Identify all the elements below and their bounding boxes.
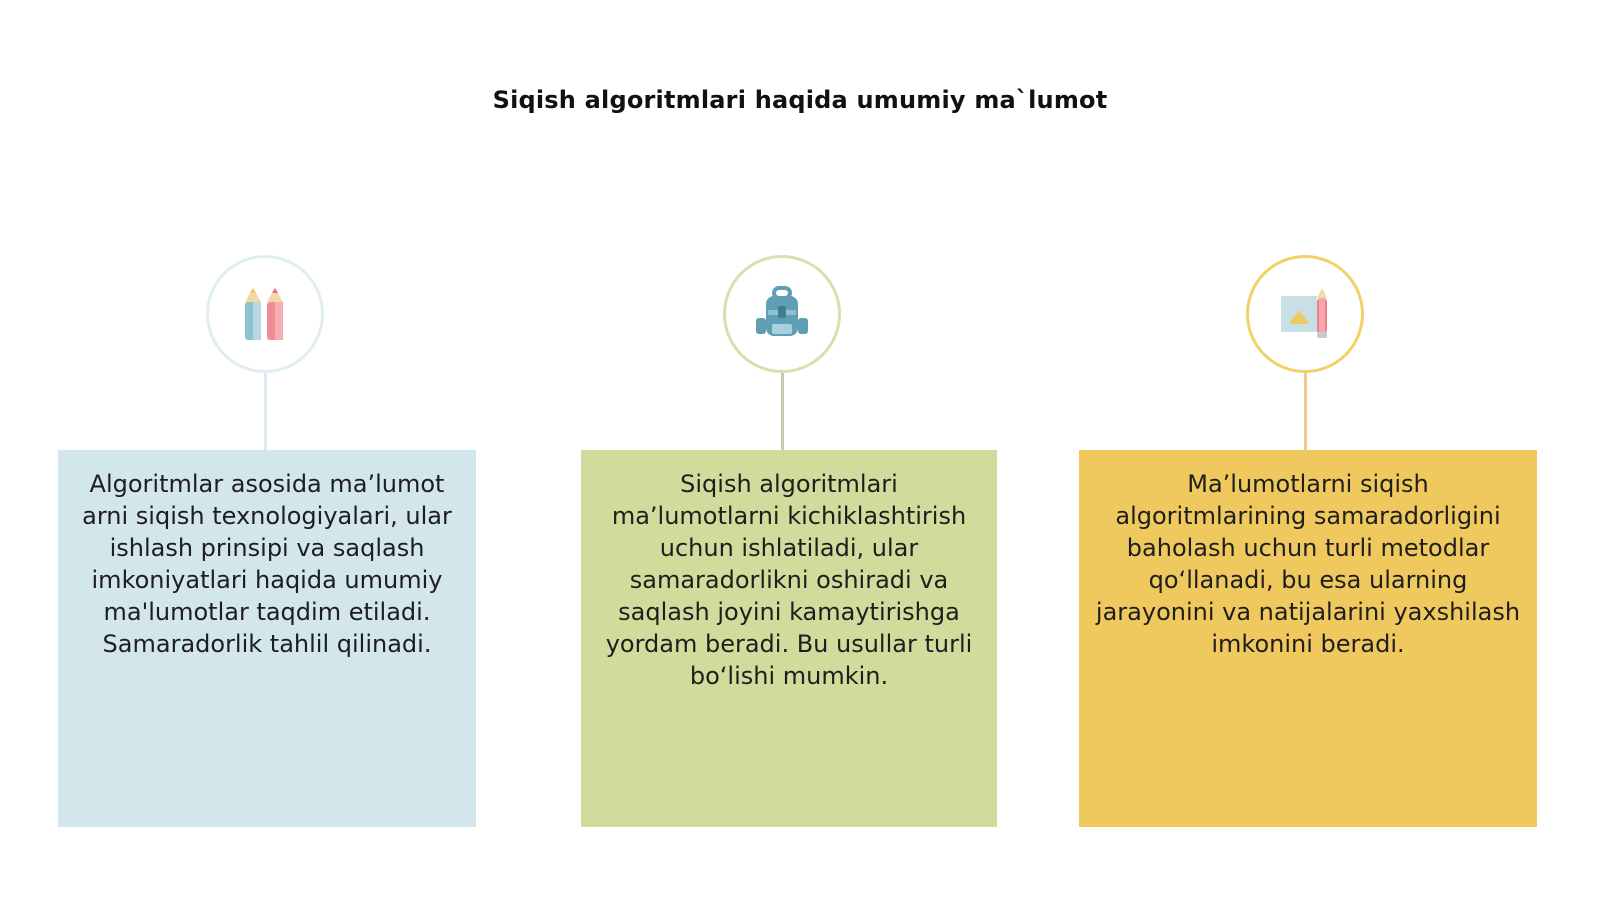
info-card-1 [58, 450, 476, 827]
icon-circle-2 [723, 255, 841, 373]
connector-2 [781, 373, 784, 450]
info-card-2 [581, 450, 997, 827]
page-title: Siqish algoritmlari haqida umumiy ma`lumot [492, 86, 1108, 114]
pencils-icon [237, 284, 293, 344]
icon-circle-3 [1246, 255, 1364, 373]
drawing-icon [1275, 284, 1335, 344]
info-card-text: Ma’lumotlarni siqish algoritmlarining samaradorligini baholash uchun turli metodlar qo‘llanadi, bu esa ularning jarayonini va natijalarini yaxshilash imkonini beradi. [1095, 470, 1521, 658]
backpack-icon [752, 284, 812, 344]
info-card-text: Siqish algoritmlari ma’lumotlarni kichiklashtirish uchun ishlatiladi, ular samaradorlikni oshiradi va saqlash joyini kamaytirishga yordam beradi. Bu usullar turli bo‘lishi mumkin. [605, 470, 973, 690]
icon-circle-1 [206, 255, 324, 373]
connector-1 [264, 373, 267, 450]
info-card-3 [1079, 450, 1537, 827]
connector-3 [1304, 373, 1307, 450]
info-card-text: Algoritmlar asosida ma’lumot arni siqish texnologiyalari, ular ishlash prinsipi va saqlash imkoniyatlari haqida umumiy ma'lumotlar taqdim etiladi. Samaradorlik tahlil qilinadi. [82, 470, 452, 658]
